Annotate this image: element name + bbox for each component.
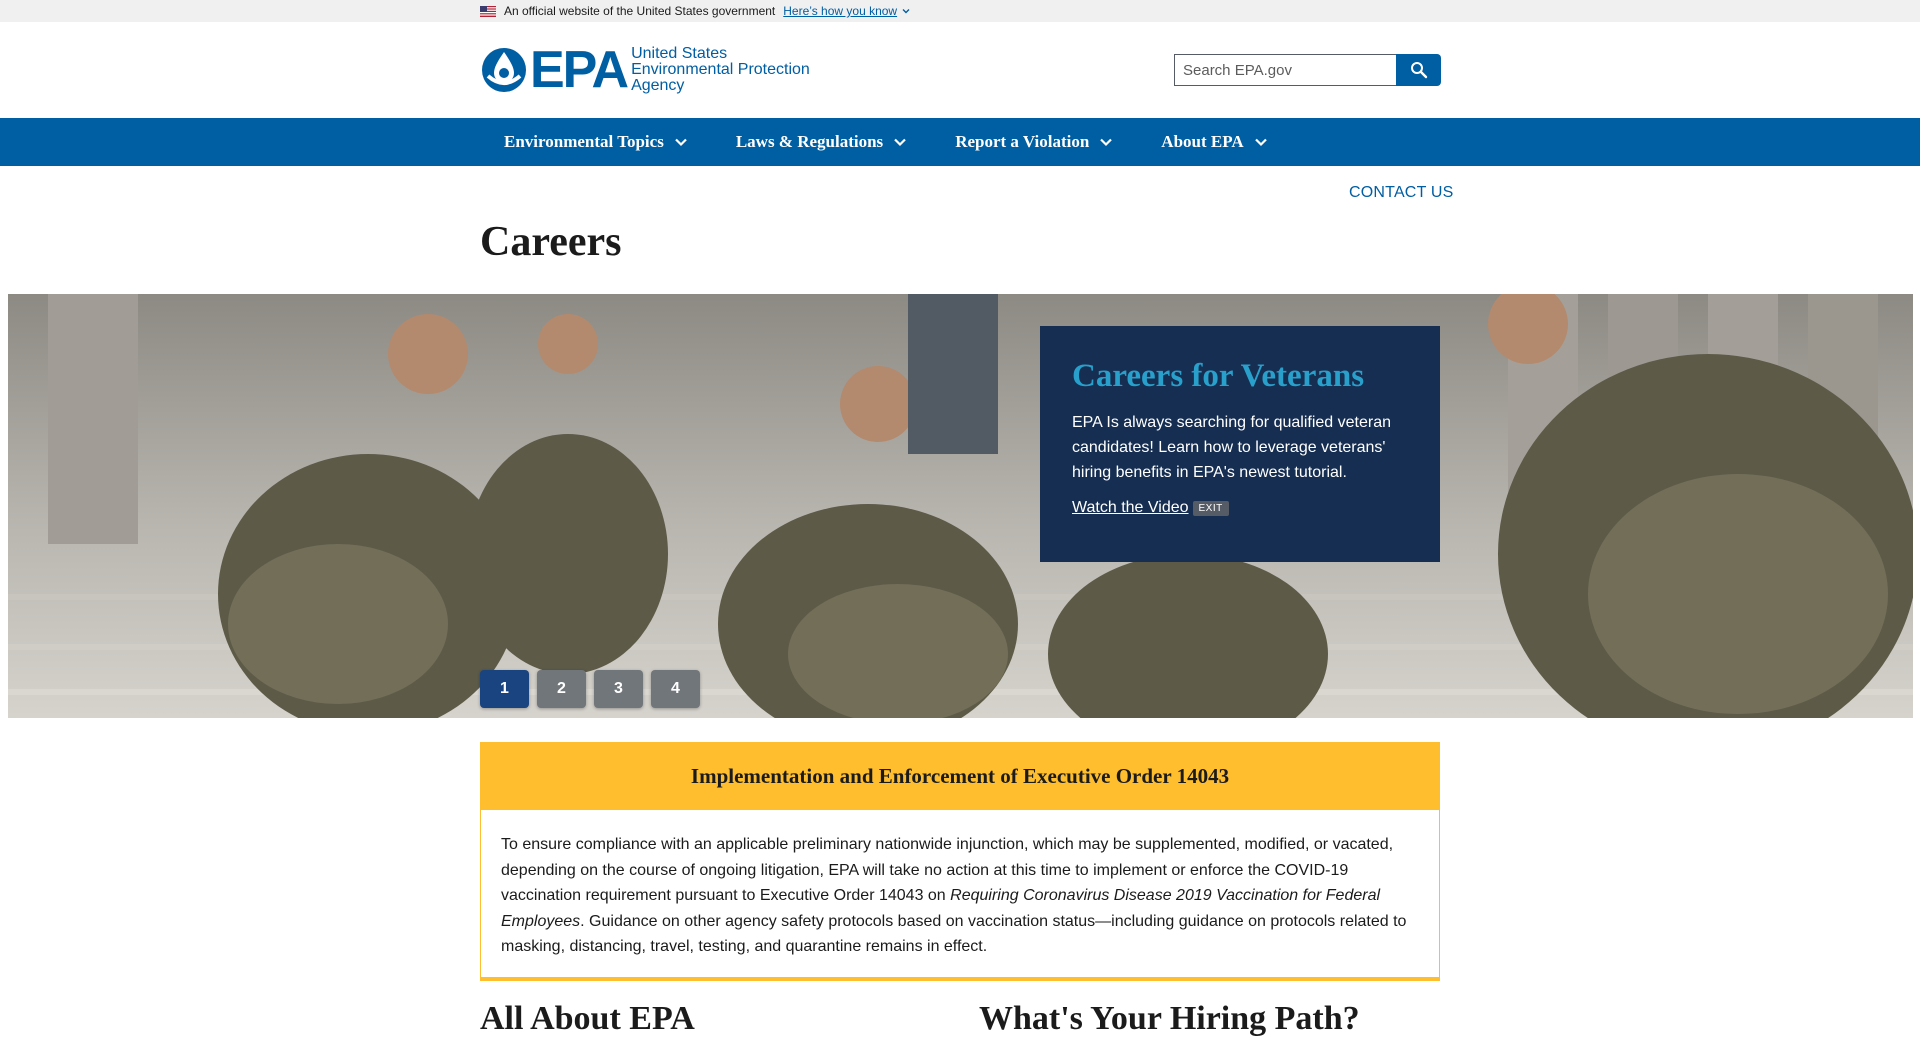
search-input[interactable] — [1174, 54, 1396, 86]
carousel-slide-3-button[interactable]: 3 — [594, 670, 643, 708]
main-navigation — [0, 118, 1920, 166]
gov-banner-text: An official website of the United States government — [504, 4, 776, 18]
nav-item-label: Environmental Topics — [504, 132, 664, 151]
exit-badge: EXIT — [1193, 501, 1229, 516]
section-heading-all-about-epa: All About EPA — [480, 1000, 695, 1037]
logo-mark-text: EPA — [530, 41, 628, 99]
nav-item-environmental-topics[interactable] — [480, 118, 712, 166]
chevron-down-icon[interactable] — [901, 6, 911, 16]
search-button[interactable] — [1396, 54, 1441, 86]
carousel-slide-1-button[interactable]: 1 — [480, 670, 529, 708]
chevron-down-icon — [674, 135, 688, 149]
alert-body-text-2: . Guidance on other agency safety protocols based on vaccination status—including guidance on protocols related to masking, distancing, travel, testing, and quarantine remains in effect. — [501, 912, 1407, 955]
nav-item-label: Laws & Regulations — [735, 132, 884, 151]
us-flag-icon — [480, 6, 496, 17]
hero-photo-soldiers — [8, 294, 1913, 718]
section-heading-hiring-path: What's Your Hiring Path? — [979, 1000, 1360, 1037]
nav-item-laws-regulations[interactable] — [712, 118, 931, 166]
alert-body-text-1: To ensure compliance with an applicable preliminary nationwide injunction, which may be supplemented, modified, or vacated, depending on the course of ongoing litigation, EPA will take no action at this time to implement or enforce the COVID-19 vaccination requirement pursuant to Executive Order 14043 on — [501, 836, 1394, 904]
hero-card-description: EPA Is always searching for qualified veteran candidates! Learn how to leverage veterans' hiring benefits in EPA's newest tutorial. — [1072, 414, 1391, 481]
carousel-slide-2-button[interactable]: 2 — [537, 670, 586, 708]
hero-carousel — [8, 294, 1913, 718]
logo-line-3: Agency — [631, 77, 685, 94]
carousel-slide-4-button[interactable]: 4 — [651, 670, 700, 708]
nav-item-report-a-violation[interactable] — [931, 118, 1137, 166]
site-search — [1174, 54, 1441, 86]
nav-items — [480, 118, 1292, 166]
executive-order-alert — [480, 742, 1440, 981]
chevron-down-icon — [1254, 135, 1268, 149]
logo-line-1: United States — [631, 45, 728, 62]
gov-banner-inner — [480, 0, 911, 22]
alert-body — [481, 810, 1439, 982]
contact-us-link[interactable]: CONTACT US — [1349, 184, 1454, 201]
watch-the-video-link[interactable]: Watch the Video — [1072, 499, 1189, 516]
heres-how-you-know-link[interactable]: Here’s how you know — [783, 4, 898, 18]
epa-logo[interactable] — [480, 41, 830, 99]
official-gov-banner — [0, 0, 1920, 22]
chevron-down-icon — [893, 135, 907, 149]
nav-item-label: Report a Violation — [955, 132, 1090, 151]
carousel-pager — [480, 670, 700, 708]
hero-feature-card — [1040, 326, 1440, 562]
logo-agency-name — [631, 46, 810, 94]
alert-title: Implementation and Enforcement of Executive Order 14043 — [481, 743, 1439, 810]
search-icon — [1410, 61, 1428, 79]
epa-seal-icon — [480, 46, 528, 94]
logo-line-2: Environmental Protection — [631, 61, 810, 78]
alert-body-italic: Requiring Coronavirus Disease 2019 Vaccination for Federal Employees — [501, 887, 1381, 930]
hero-card-link-row — [1072, 499, 1408, 517]
page-title: Careers — [480, 219, 622, 265]
nav-item-label: About EPA — [1161, 132, 1244, 151]
chevron-down-icon — [1099, 135, 1113, 149]
nav-item-about-epa[interactable] — [1137, 118, 1291, 166]
hero-card-title: Careers for Veterans — [1072, 358, 1365, 394]
